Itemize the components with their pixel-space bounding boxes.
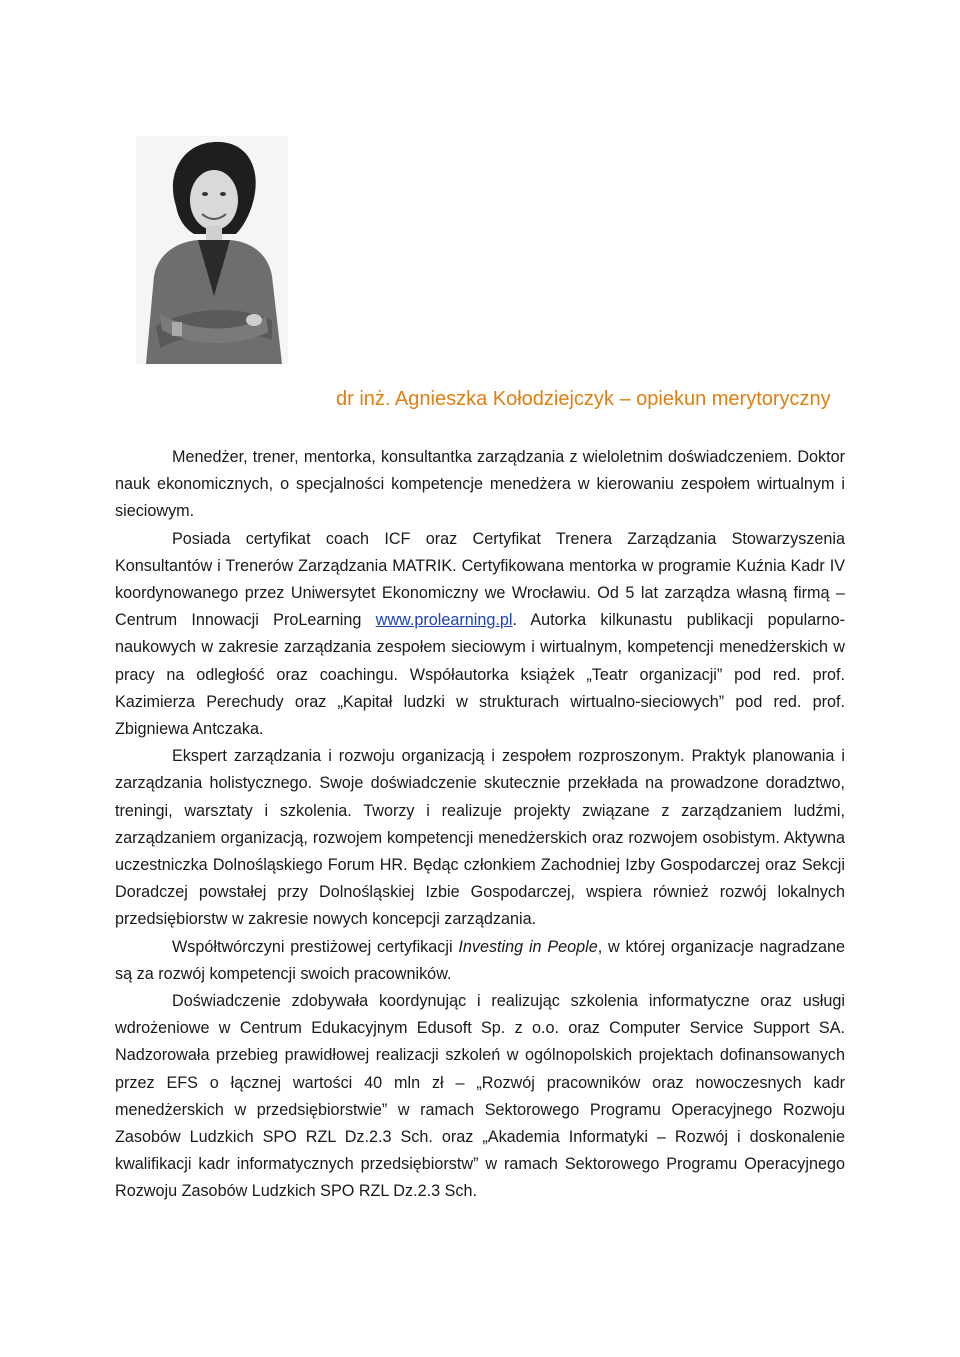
paragraph-certification-text: Współtwórczyni prestiżowej certyfikacji <box>172 937 459 956</box>
portrait-icon <box>136 136 288 364</box>
paragraph-certification <box>115 934 845 988</box>
paragraph-certificates-text-2: . Autorka kilkunastu publikacji popularno-naukowych w zakresie zarządzania zespołem sieciowym i wirtualnym, kompetencji menedżerskich w pracy na odległość oraz coachingu. Współautorka książek „Teatr organizacji” pod red. prof. Kazimierza Perechudy oraz „Kapitał ludzki w strukturach wirtualno-sieciowych” pod red. prof. Zbigniewa Antczaka. <box>115 611 846 739</box>
paragraph-expertise: Ekspert zarządzania i rozwoju organizacją i zespołem rozproszonym. Praktyk planowania i zarządzania holistycznego. Swoje doświadczenie skutecznie przekłada na prowadzone doradztwo, treningi, warsztaty i szkolenia. Tworzy i realizuje projekty związane z zarządzaniem ludźmi, zarządzaniem organizacją, rozwojem kompetencji menedżerskich oraz rozwojem osobistym. Aktywna uczestniczka Dolnośląskiego Forum HR. Będąc członkiem Zachodniej Izby Gospodarczej oraz Sekcji Doradczej powstałej przy Dolnośląskiej Izbie Gospodarczej, wspiera również rozwój lokalnych przedsiębiorstw w zakresie nowych koncepcji zarządzania. <box>115 747 845 929</box>
paragraph-certificates <box>115 526 845 744</box>
paragraph-intro: Menedżer, trener, mentorka, konsultantka zarządzania z wieloletnim doświadczeniem. Doktor nauk ekonomicznych, o specjalności kompetencje menedżera w kierowaniu zespołem wirtualnym i sieciowym. <box>115 448 845 521</box>
certification-name: Investing in People <box>458 937 598 956</box>
page-title: dr inż. Agnieszka Kołodziejczyk – opiekun merytoryczny <box>336 388 831 410</box>
biography-text <box>115 444 845 1206</box>
portrait-photo <box>136 136 288 364</box>
paragraph-experience: Doświadczenie zdobywała koordynując i realizując szkolenia informatyczne oraz usługi wdrożeniowe w Centrum Edukacyjnym Edusoft Sp. z o.o. oraz Computer Service Support SA. Nadzorowała przebieg prawidłowej realizacji szkoleń w ogólnopolskich projektach dofinansowanych przez EFS o łącznej wartości 40 mln zł – „Rozwój pracowników oraz nowoczesnych kadr menedżerskich w przedsiębiorstwie” w ramach Sektorowego Programu Operacyjnego Rozwoju Zasobów Ludzkich SPO RZL Dz.2.3 Sch. oraz „Akademia Informatyki – Rozwój i doskonalenie kwalifikacji kadr informatycznych przedsiębiorstw” w ramach Sektorowego Programu Operacyjnego Rozwoju Zasobów Ludzkich SPO RZL Dz.2.3 Sch. <box>115 992 845 1201</box>
prolearning-link[interactable]: www.prolearning.pl <box>375 611 513 630</box>
paragraph-certificates-text: Posiada certyfikat coach ICF oraz Certyfikat Trenera Zarządzania Stowarzyszenia Konsultantów i Trenerów Zarządzania MATRIK. Certyfikowana mentorka w programie Kuźnia Kadr IV koordynowanego przez Uniwersytet Ekonomiczny we Wrocławiu. Od 5 lat zarządza własną firmą – Centrum Innowacji ProLearning <box>115 529 845 630</box>
paragraph-certification-text-2: , w której organizacje nagradzane są za rozwój kompetencji swoich pracowników. <box>115 937 845 983</box>
